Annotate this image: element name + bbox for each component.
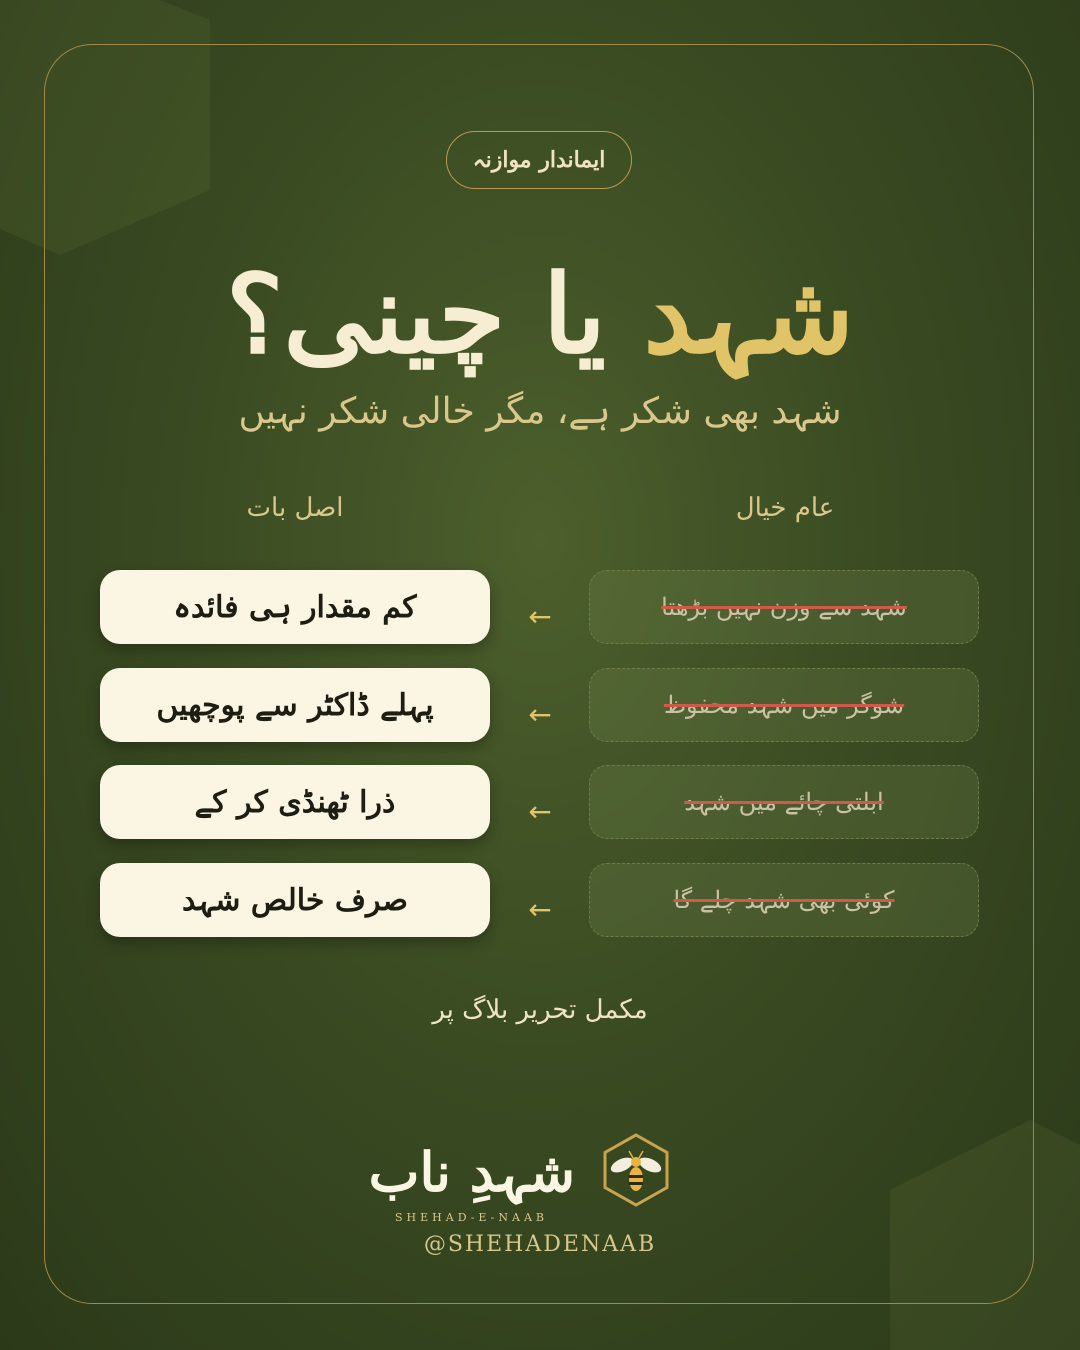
brand-name-latin: SHEHAD-E-NAAB — [395, 1211, 548, 1224]
page-title — [0, 245, 1080, 385]
fact-card — [100, 668, 490, 742]
myth-text: کوئی بھی شہد چلے گا — [673, 886, 895, 914]
badge-label: ایماندار موازنہ — [472, 147, 606, 173]
title-rest: یا چینی؟ — [226, 252, 606, 378]
page-subtitle: شہد بھی شکر ہے، مگر خالی شکر نہیں — [238, 391, 842, 432]
social-handle[interactable]: @SHEHADENAAB — [423, 1232, 657, 1257]
fact-text: کم مقدار ہی فائدہ — [173, 589, 417, 625]
fact-card — [100, 570, 490, 644]
myth-card — [589, 765, 979, 839]
honest-comparison-badge — [446, 131, 632, 189]
fact-card — [100, 765, 490, 839]
myth-card — [589, 863, 979, 937]
brand-name-urdu: شہدِ ناب — [368, 1140, 575, 1204]
myth-text: شوگر میں شہد محفوظ — [663, 691, 905, 719]
facts-column-header: اصل بات — [246, 493, 344, 523]
fact-card — [100, 863, 490, 937]
arrow-icon: ← — [528, 698, 552, 731]
myth-text: شہد سے وزن نہیں بڑھتا — [661, 593, 907, 621]
fact-text: صرف خالص شہد — [181, 882, 409, 918]
full-article-link[interactable]: مکمل تحریر بلاگ پر — [432, 995, 648, 1025]
fact-text: پہلے ڈاکٹر سے پوچھیں — [156, 687, 434, 723]
myth-card — [589, 570, 979, 644]
myth-text: ابلتی چائے میں شہد — [684, 788, 884, 816]
arrow-icon: ← — [528, 795, 552, 828]
arrow-icon: ← — [528, 600, 552, 633]
bee-hexagon-icon — [598, 1132, 674, 1208]
title-highlight: شہد — [643, 252, 854, 378]
myths-column-header: عام خیال — [735, 493, 835, 523]
fact-text: ذرا ٹھنڈی کر کے — [194, 784, 396, 820]
myth-card — [589, 668, 979, 742]
arrow-icon: ← — [528, 893, 552, 926]
